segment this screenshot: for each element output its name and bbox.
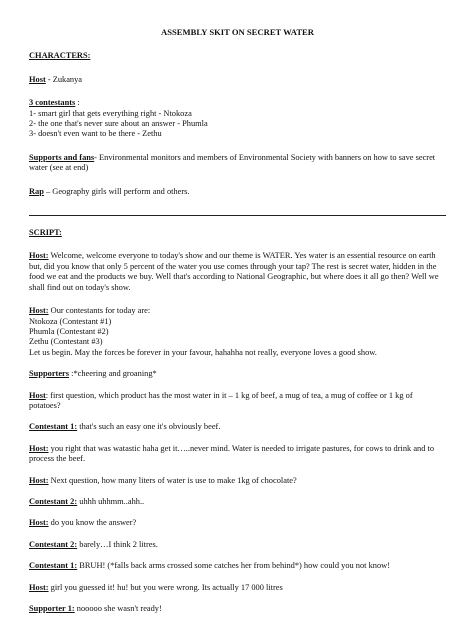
contestants-suffix: : <box>75 98 80 108</box>
host-label: Host <box>29 74 46 84</box>
script-line <box>29 561 446 571</box>
script-line <box>29 251 446 293</box>
speaker-label: Host: <box>29 443 49 453</box>
speaker-label: Supporter 1: <box>29 604 75 613</box>
characters-heading-text: CHARACTERS: <box>29 51 91 61</box>
host-name: - Zukanya <box>45 74 83 84</box>
speech-text: do you know the answer? <box>48 518 137 528</box>
script-line <box>29 497 446 507</box>
speech-text: that's such an easy one it's obviously beef. <box>77 422 221 432</box>
script-line <box>29 540 446 550</box>
speech-text: uhhh uhhmm..ahh.. <box>77 496 145 506</box>
contestant-list-item: Ntokoza (Contestant #1) <box>29 316 112 326</box>
script-line <box>29 391 446 412</box>
contestants-heading <box>29 98 446 108</box>
speaker-label: Contestant 1: <box>29 422 78 432</box>
speech-text: BRUH! (*falls back arms crossed some catches her from behind*) how could you not know! <box>77 561 390 571</box>
speech-text: nooooo she wasn't ready! <box>74 604 162 613</box>
speaker-label: Contestant 1: <box>29 561 78 571</box>
speech-text: girl you guessed it! hu! but you were wrong. Its actually 17 000 litres <box>48 582 283 592</box>
speaker-label: Host: <box>29 582 49 592</box>
contestant-list-item: Zethu (Contestant #3) <box>29 337 103 347</box>
speaker-label: Host: <box>29 475 49 485</box>
script-heading-text: SCRIPT: <box>29 228 62 238</box>
characters-heading <box>29 51 446 61</box>
rap-paragraph <box>29 187 446 197</box>
speech-text: :*cheering and groaning* <box>69 369 157 379</box>
speaker-label: Contestant 2: <box>29 539 78 549</box>
speaker-label: Host: <box>29 306 49 316</box>
supports-label: Supports and fans <box>29 152 95 162</box>
contestant-list-item: Let us begin. May the forces be forever in your favour, hahahha not really, everyone loves a good show. <box>29 347 377 357</box>
contestant-item: 3- doesn't even want to be there - Zethu <box>29 129 162 139</box>
speech-text: you right that was watastic haha get it…..never mind. Water is needed to irrigate pastures, for cows to drink and to process the beef. <box>29 443 435 464</box>
speaker-label: Host <box>29 390 46 400</box>
script-line <box>29 476 446 486</box>
contestant-item: 2- the one that's never sure about an answer - Phumla <box>29 119 208 129</box>
speech-text: : first question, which product has the most water in it – 1 kg of beef, a mug of tea, a mug of coffee or 1 kg of potatoes? <box>29 390 413 410</box>
script-line <box>29 444 446 465</box>
contestants-label: 3 contestants <box>29 98 76 108</box>
supports-paragraph <box>29 153 446 174</box>
rap-text: – Geography girls will perform and others. <box>43 186 190 196</box>
speaker-label: Host: <box>29 251 49 261</box>
script-line <box>29 306 446 316</box>
speech-text: barely…I think 2 litres. <box>77 539 158 549</box>
section-divider <box>29 215 446 216</box>
script-line <box>29 518 446 528</box>
script-line <box>29 604 446 614</box>
rap-label: Rap <box>29 186 44 196</box>
script-line <box>29 583 446 593</box>
host-line <box>29 75 446 85</box>
speaker-label: Supporters <box>29 369 70 379</box>
script-line <box>29 369 446 379</box>
speech-text: Welcome, welcome everyone to today's show and our theme is WATER. Yes water is an essential resource on earth but, did you know that only 5 percent of the water you use comes through your tap? The rest is secret water, hidden in the food we eat and the products we buy. Well that's according to National Geographic, but where does it all go then? Well we shall find out on today's show. <box>29 251 439 292</box>
script-line <box>29 422 446 432</box>
document-title: ASSEMBLY SKIT ON SECRET WATER <box>161 27 314 37</box>
speech-text: Next question, how many liters of water is use to make 1kg of chocolate? <box>48 475 297 485</box>
contestant-list-item: Phumla (Contestant #2) <box>29 326 109 336</box>
script-heading <box>29 228 446 238</box>
speaker-label: Contestant 2: <box>29 496 78 506</box>
supports-text: - Environmental monitors and members of Environmental Society with banners on how to save secret water (see at end) <box>29 152 436 173</box>
speech-text: Our contestants for today are: <box>48 306 151 316</box>
contestant-item: 1- smart girl that gets everything right - Ntokoza <box>29 108 192 118</box>
speaker-label: Host: <box>29 518 49 528</box>
